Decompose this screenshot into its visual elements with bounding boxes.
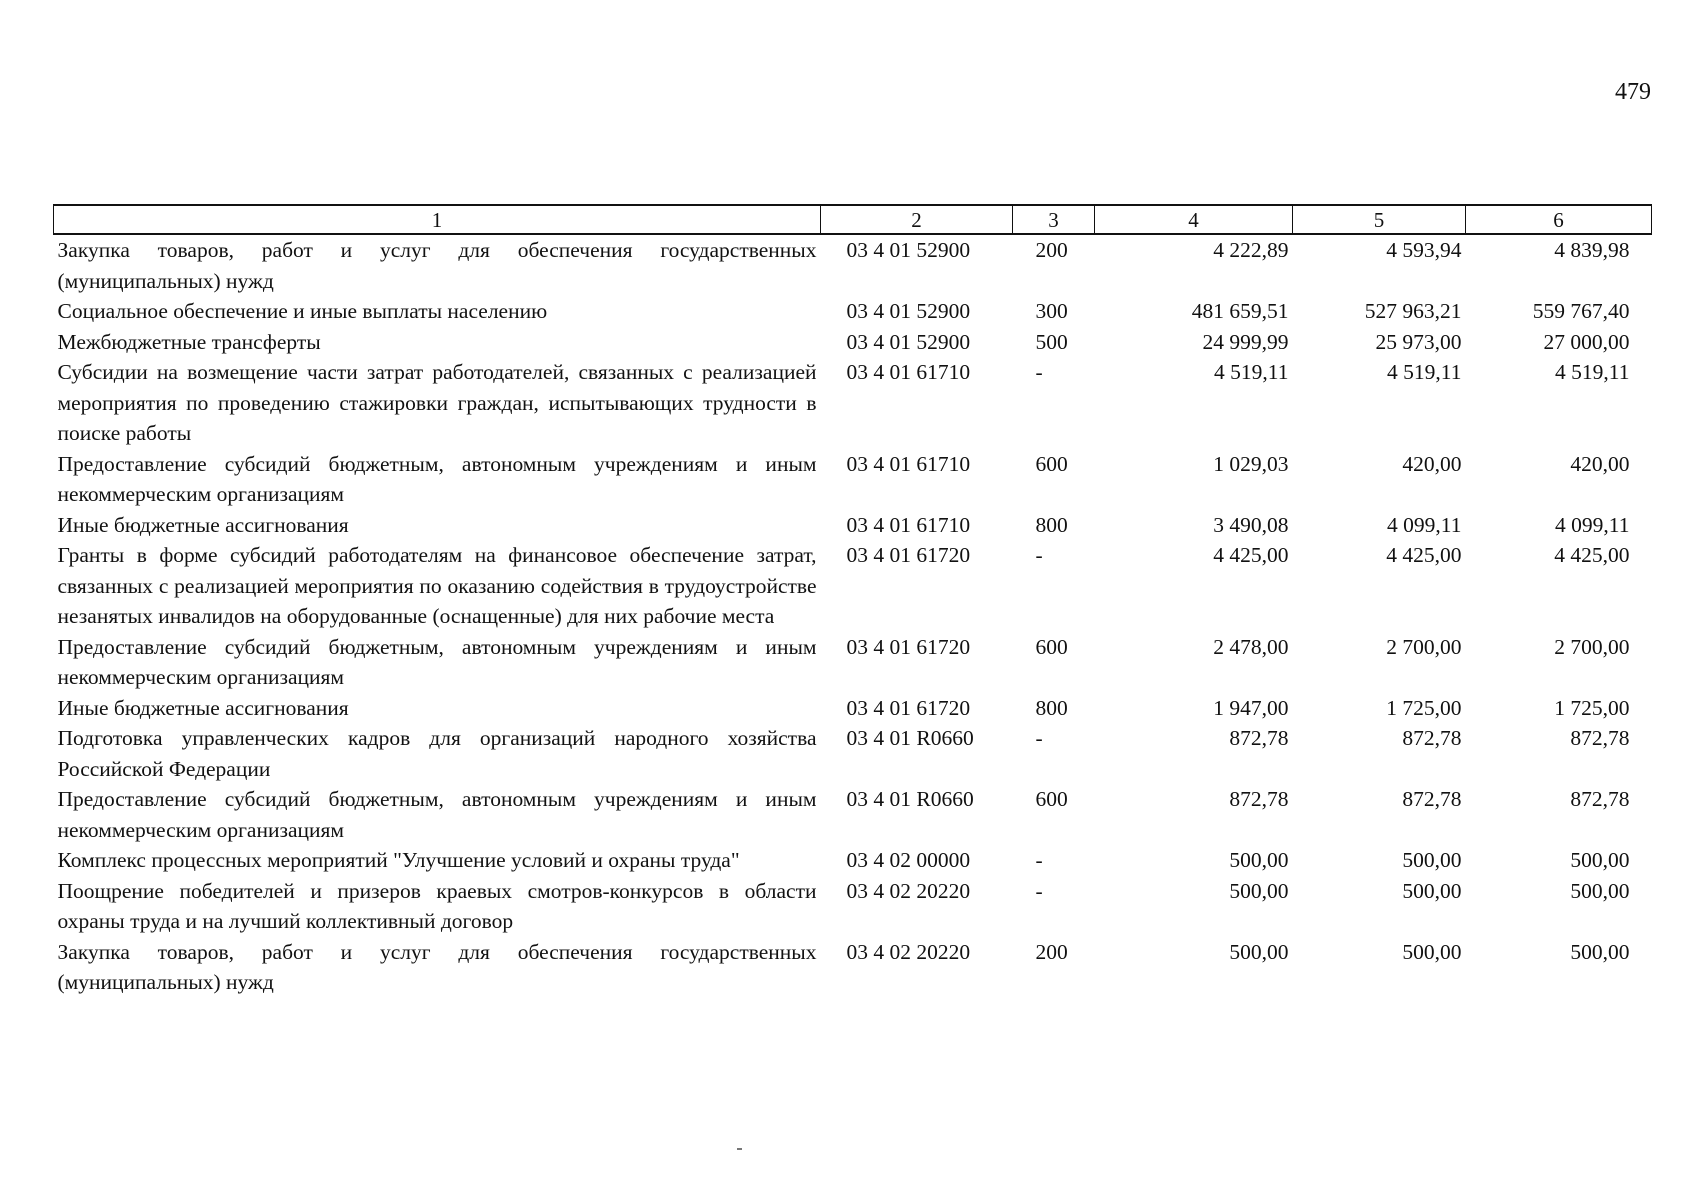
cell-code: 03 4 01 52900: [846, 329, 971, 354]
cell-value-col4: 4 425,00: [1213, 543, 1289, 567]
cell-value-col6: 500,00: [1570, 939, 1630, 964]
cell-value-col6: 4 839,98: [1554, 238, 1630, 262]
cell-value-col6: 872,78: [1570, 787, 1630, 811]
header-col-3: 3: [1013, 205, 1095, 234]
cell-value-col6: 1 725,00: [1554, 695, 1630, 720]
cell-value-col4: 4 222,89: [1213, 238, 1289, 262]
cell-expense-type: -: [1035, 848, 1043, 872]
cell-name: Подготовка управленческих кадров для организаций народного хозяйства Российской Федерации: [57, 726, 817, 781]
header-col-2: 2: [821, 205, 1013, 234]
cell-name: Поощрение победителей и призеров краевых смотров-конкурсов в области охраны труда и на лучший коллективный договор: [57, 878, 817, 933]
cell-value-col5: 872,78: [1402, 787, 1462, 811]
cell-value-col4: 1 947,00: [1213, 695, 1289, 720]
cell-code: 03 4 01 61710: [846, 512, 971, 537]
header-col-6: 6: [1466, 205, 1652, 234]
cell-code: 03 4 01 52900: [846, 299, 971, 323]
table-row: [54, 937, 1652, 998]
cell-value-col4: 2 478,00: [1213, 634, 1289, 659]
cell-expense-type: 600: [1035, 787, 1068, 811]
header-row: [54, 205, 1652, 234]
cell-value-col6: 4 099,11: [1555, 512, 1630, 537]
cell-name: Предоставление субсидий бюджетным, автономным учреждениям и иным некоммерческим организациям: [57, 634, 817, 689]
cell-expense-type: 600: [1035, 451, 1068, 476]
cell-code: 03 4 02 20220: [846, 878, 971, 903]
cell-expense-type: -: [1035, 543, 1043, 567]
table-row: [54, 876, 1652, 937]
table-row: [54, 357, 1652, 449]
cell-name: Социальное обеспечение и иные выплаты населению: [57, 299, 548, 323]
cell-value-col5: 420,00: [1402, 451, 1462, 476]
table-row: [54, 693, 1652, 724]
table-row: [54, 723, 1652, 784]
cell-value-col4: 500,00: [1229, 939, 1289, 964]
cell-code: 03 4 01 R0660: [846, 726, 974, 750]
cell-value-col6: 27 000,00: [1543, 329, 1630, 354]
table-row: [54, 234, 1652, 296]
cell-value-col6: 872,78: [1570, 726, 1630, 750]
cell-value-col5: 500,00: [1402, 848, 1462, 872]
cell-value-col5: 872,78: [1402, 726, 1462, 750]
cell-code: 03 4 01 52900: [846, 238, 971, 262]
cell-value-col4: 500,00: [1229, 878, 1289, 903]
cell-expense-type: 500: [1035, 329, 1068, 354]
page-number: 479: [1615, 79, 1651, 105]
cell-expense-type: 300: [1035, 299, 1068, 323]
cell-value-col5: 2 700,00: [1386, 634, 1462, 659]
cell-expense-type: 200: [1035, 238, 1068, 262]
cell-code: 03 4 02 20220: [846, 939, 971, 964]
cell-value-col4: 1 029,03: [1213, 451, 1289, 476]
cell-expense-type: 200: [1035, 939, 1068, 964]
cell-code: 03 4 02 00000: [846, 848, 971, 872]
cell-value-col6: 420,00: [1570, 451, 1630, 476]
cell-value-col6: 559 767,40: [1532, 299, 1630, 323]
cell-value-col6: 2 700,00: [1554, 634, 1630, 659]
table-row: [54, 327, 1652, 358]
header-col-1: 1: [54, 205, 821, 234]
cell-code: 03 4 01 61720: [846, 543, 971, 567]
table-body: [54, 234, 1652, 998]
cell-value-col5: 4 519,11: [1387, 360, 1462, 384]
cell-value-col6: 500,00: [1570, 848, 1630, 872]
cell-value-col4: 4 519,11: [1214, 360, 1289, 384]
cell-value-col4: 500,00: [1229, 848, 1289, 872]
cell-value-col4: 872,78: [1229, 787, 1289, 811]
table-row: [54, 632, 1652, 693]
cell-name: Предоставление субсидий бюджетным, автономным учреждениям и иным некоммерческим организациям: [57, 451, 817, 506]
cell-value-col5: 4 099,11: [1387, 512, 1462, 537]
cell-code: 03 4 01 R0660: [846, 787, 974, 811]
cell-value-col5: 527 963,21: [1364, 299, 1462, 323]
cell-name: Комплекс процессных мероприятий "Улучшение условий и охраны труда": [57, 848, 740, 872]
cell-value-col5: 1 725,00: [1386, 695, 1462, 720]
cell-value-col5: 4 593,94: [1386, 238, 1462, 262]
cell-expense-type: 800: [1035, 512, 1068, 537]
cell-value-col5: 25 973,00: [1375, 329, 1462, 354]
cell-value-col4: 3 490,08: [1213, 512, 1289, 537]
cell-value-col4: 481 659,51: [1191, 299, 1289, 323]
cell-code: 03 4 01 61720: [846, 634, 971, 659]
cell-value-col5: 4 425,00: [1386, 543, 1462, 567]
cell-name: Межбюджетные трансферты: [57, 329, 321, 354]
cell-name: Иные бюджетные ассигнования: [57, 695, 349, 720]
cell-expense-type: 800: [1035, 695, 1068, 720]
cell-name: Субсидии на возмещение части затрат работодателей, связанных с реализацией мероприятия по проведению стажировки граждан, испытывающих трудности в поиске работы: [57, 360, 817, 445]
cell-value-col5: 500,00: [1402, 939, 1462, 964]
table-row: [54, 845, 1652, 876]
header-col-5: 5: [1293, 205, 1466, 234]
cell-name: Иные бюджетные ассигнования: [57, 512, 349, 537]
cell-value-col6: 4 425,00: [1554, 543, 1630, 567]
cell-expense-type: -: [1035, 726, 1043, 750]
cell-expense-type: 600: [1035, 634, 1068, 659]
table-row: [54, 296, 1652, 327]
cell-name: Закупка товаров, работ и услуг для обеспечения государственных (муниципальных) нужд: [57, 238, 817, 293]
cell-value-col5: 500,00: [1402, 878, 1462, 903]
cell-code: 03 4 01 61710: [846, 451, 971, 476]
cell-expense-type: -: [1035, 360, 1043, 384]
table-row: [54, 510, 1652, 541]
table-row: [54, 540, 1652, 632]
budget-table: [53, 204, 1652, 998]
cell-name: Закупка товаров, работ и услуг для обеспечения государственных (муниципальных) нужд: [57, 939, 817, 994]
cell-value-col4: 872,78: [1229, 726, 1289, 750]
cell-value-col6: 4 519,11: [1555, 360, 1630, 384]
cell-name: Гранты в форме субсидий работодателям на финансовое обеспечение затрат, связанных с реализацией мероприятия по оказанию содействия в трудоустройстве незанятых инвалидов на оборудованные (оснащенные) для них рабочие места: [57, 543, 817, 628]
cell-expense-type: -: [1035, 878, 1043, 903]
table-header: [54, 205, 1652, 234]
budget-table-container: [53, 204, 1651, 998]
table-row: [54, 449, 1652, 510]
header-col-4: 4: [1095, 205, 1293, 234]
cell-code: 03 4 01 61710: [846, 360, 971, 384]
scan-mark: [737, 1148, 742, 1150]
cell-code: 03 4 01 61720: [846, 695, 971, 720]
table-row: [54, 784, 1652, 845]
cell-value-col6: 500,00: [1570, 878, 1630, 903]
cell-value-col4: 24 999,99: [1202, 329, 1289, 354]
cell-name: Предоставление субсидий бюджетным, автономным учреждениям и иным некоммерческим организациям: [57, 787, 817, 842]
